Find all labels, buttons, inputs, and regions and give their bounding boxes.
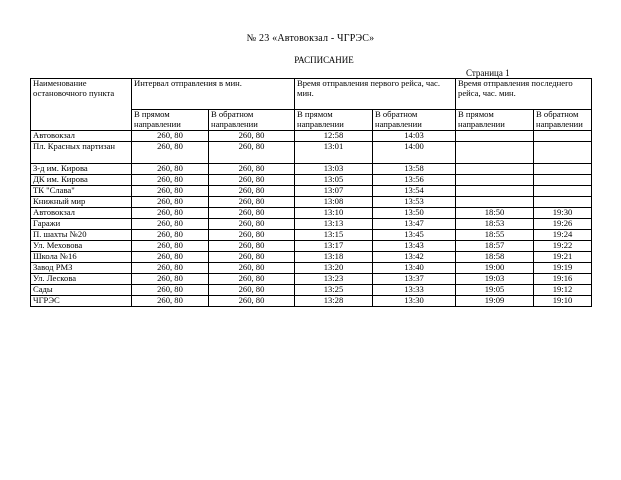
cell-interval-backward: 260, 80: [209, 274, 295, 285]
table-row: [31, 164, 592, 175]
cell-first-backward: 13:47: [373, 219, 456, 230]
cell-first-forward: 13:08: [295, 197, 373, 208]
table-row: [31, 296, 592, 307]
cell-first-backward: 13:54: [373, 186, 456, 197]
cell-first-forward: 12:58: [295, 131, 373, 142]
cell-last-forward: [456, 131, 534, 142]
document-title: № 23 «Автовокзал - ЧГРЭС»: [246, 33, 375, 44]
cell-last-backward: 19:24: [534, 230, 592, 241]
cell-interval-backward: 260, 80: [209, 197, 295, 208]
cell-first-forward: 13:15: [295, 230, 373, 241]
cell-interval-backward: 260, 80: [209, 142, 295, 164]
page-label: Страница 1: [466, 68, 510, 78]
cell-stop: Автовокзал: [31, 131, 132, 142]
header-interval: Интервал отправления в мин.: [132, 79, 295, 110]
header-first-trip: Время отправления первого рейса, час. мин.: [295, 79, 456, 110]
cell-interval-forward: 260, 80: [132, 285, 209, 296]
cell-interval-backward: 260, 80: [209, 252, 295, 263]
cell-interval-forward: 260, 80: [132, 186, 209, 197]
cell-last-forward: 19:00: [456, 263, 534, 274]
cell-interval-forward: 260, 80: [132, 164, 209, 175]
cell-first-backward: 14:03: [373, 131, 456, 142]
cell-stop: П. шахты №20: [31, 230, 132, 241]
cell-first-backward: 13:33: [373, 285, 456, 296]
table-row: [31, 263, 592, 274]
cell-first-forward: 13:07: [295, 186, 373, 197]
cell-last-forward: [456, 164, 534, 175]
cell-interval-forward: 260, 80: [132, 296, 209, 307]
table-row: [31, 241, 592, 252]
table-row: [31, 175, 592, 186]
cell-first-backward: 13:37: [373, 274, 456, 285]
subheader-first-backward: В обратном направлении: [373, 110, 456, 131]
cell-stop: З-д им. Кирова: [31, 164, 132, 175]
cell-interval-backward: 260, 80: [209, 186, 295, 197]
cell-first-backward: 13:58: [373, 164, 456, 175]
cell-last-backward: [534, 131, 592, 142]
cell-last-backward: 19:12: [534, 285, 592, 296]
cell-interval-backward: 260, 80: [209, 175, 295, 186]
cell-first-backward: 13:40: [373, 263, 456, 274]
table-row: [31, 219, 592, 230]
cell-stop: Сады: [31, 285, 132, 296]
cell-last-backward: [534, 197, 592, 208]
cell-first-backward: 13:30: [373, 296, 456, 307]
cell-last-backward: 19:26: [534, 219, 592, 230]
cell-first-forward: 13:25: [295, 285, 373, 296]
cell-interval-forward: 260, 80: [132, 230, 209, 241]
cell-interval-forward: 260, 80: [132, 131, 209, 142]
table-row: [31, 274, 592, 285]
cell-last-forward: [456, 175, 534, 186]
cell-interval-forward: 260, 80: [132, 197, 209, 208]
header-stop: Наименование остановочного пункта: [31, 79, 132, 131]
cell-last-backward: 19:10: [534, 296, 592, 307]
cell-first-forward: 13:20: [295, 263, 373, 274]
cell-last-forward: 18:53: [456, 219, 534, 230]
cell-last-forward: [456, 186, 534, 197]
cell-last-forward: [456, 142, 534, 164]
cell-last-forward: 19:03: [456, 274, 534, 285]
cell-last-forward: 18:57: [456, 241, 534, 252]
subheader-first-forward: В прямом направлении: [295, 110, 373, 131]
subheader-interval-backward: В обратном направлении: [209, 110, 295, 131]
cell-last-forward: 19:09: [456, 296, 534, 307]
cell-first-forward: 13:10: [295, 208, 373, 219]
cell-last-backward: [534, 186, 592, 197]
cell-first-backward: 13:42: [373, 252, 456, 263]
cell-first-forward: 13:05: [295, 175, 373, 186]
cell-last-forward: 19:05: [456, 285, 534, 296]
cell-last-forward: 18:58: [456, 252, 534, 263]
cell-interval-backward: 260, 80: [209, 164, 295, 175]
subheader-last-forward: В прямом направлении: [456, 110, 534, 131]
cell-first-backward: 13:50: [373, 208, 456, 219]
cell-first-backward: 14:00: [373, 142, 456, 164]
cell-stop: ЧГРЭС: [31, 296, 132, 307]
cell-last-backward: 19:21: [534, 252, 592, 263]
cell-stop: Книжный мир: [31, 197, 132, 208]
cell-interval-backward: 260, 80: [209, 296, 295, 307]
cell-last-backward: 19:22: [534, 241, 592, 252]
cell-interval-forward: 260, 80: [132, 263, 209, 274]
cell-last-backward: 19:19: [534, 263, 592, 274]
cell-stop: ТК "Слава": [31, 186, 132, 197]
cell-first-backward: 13:45: [373, 230, 456, 241]
cell-first-backward: 13:53: [373, 197, 456, 208]
table-row: [31, 252, 592, 263]
cell-stop: Ул. Меховова: [31, 241, 132, 252]
cell-interval-forward: 260, 80: [132, 208, 209, 219]
subheader-last-backward: В обратном направлении: [534, 110, 592, 131]
schedule-table: [30, 78, 592, 307]
table-row: [31, 131, 592, 142]
document-subtitle: РАСПИСАНИЕ: [294, 55, 354, 65]
cell-last-backward: [534, 175, 592, 186]
cell-interval-backward: 260, 80: [209, 285, 295, 296]
table-row: [31, 285, 592, 296]
table-row: [31, 208, 592, 219]
cell-first-forward: 13:13: [295, 219, 373, 230]
header-last-trip: Время отправления последнего рейса, час. мин.: [456, 79, 592, 110]
cell-stop: Школа №16: [31, 252, 132, 263]
cell-last-backward: 19:30: [534, 208, 592, 219]
cell-first-forward: 13:17: [295, 241, 373, 252]
cell-interval-forward: 260, 80: [132, 241, 209, 252]
cell-first-forward: 13:23: [295, 274, 373, 285]
cell-last-forward: 18:55: [456, 230, 534, 241]
table-row: [31, 142, 592, 164]
cell-last-backward: [534, 142, 592, 164]
cell-first-forward: 13:28: [295, 296, 373, 307]
cell-first-forward: 13:03: [295, 164, 373, 175]
table-row: [31, 197, 592, 208]
cell-interval-forward: 260, 80: [132, 274, 209, 285]
cell-last-backward: [534, 164, 592, 175]
cell-stop: ДК им. Кирова: [31, 175, 132, 186]
cell-interval-backward: 260, 80: [209, 131, 295, 142]
subheader-interval-forward: В прямом направлении: [132, 110, 209, 131]
table-header-row: [31, 79, 592, 110]
cell-interval-backward: 260, 80: [209, 263, 295, 274]
cell-first-backward: 13:43: [373, 241, 456, 252]
cell-stop: Завод РМЗ: [31, 263, 132, 274]
cell-interval-backward: 260, 80: [209, 241, 295, 252]
cell-first-forward: 13:01: [295, 142, 373, 164]
cell-stop: Гаражи: [31, 219, 132, 230]
cell-first-backward: 13:56: [373, 175, 456, 186]
cell-interval-forward: 260, 80: [132, 175, 209, 186]
cell-last-forward: 18:50: [456, 208, 534, 219]
cell-interval-forward: 260, 80: [132, 142, 209, 164]
cell-first-forward: 13:18: [295, 252, 373, 263]
cell-interval-backward: 260, 80: [209, 208, 295, 219]
cell-interval-forward: 260, 80: [132, 252, 209, 263]
cell-last-forward: [456, 197, 534, 208]
cell-interval-forward: 260, 80: [132, 219, 209, 230]
table-row: [31, 186, 592, 197]
cell-stop: Ул. Лескова: [31, 274, 132, 285]
table-row: [31, 230, 592, 241]
cell-stop: Автовокзал: [31, 208, 132, 219]
cell-last-backward: 19:16: [534, 274, 592, 285]
cell-stop: Пл. Красных партизан: [31, 142, 132, 164]
cell-interval-backward: 260, 80: [209, 219, 295, 230]
cell-interval-backward: 260, 80: [209, 230, 295, 241]
